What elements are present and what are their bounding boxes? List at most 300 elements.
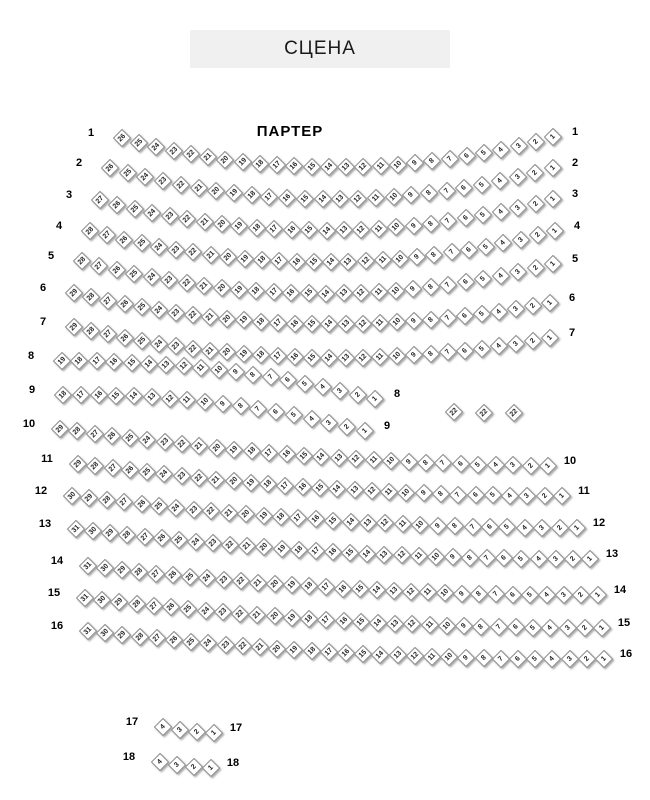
seat-row10-15[interactable]: 15 <box>295 446 313 464</box>
seat-row7-3[interactable]: 3 <box>507 335 525 353</box>
seat-row3-21[interactable]: 21 <box>195 213 213 231</box>
seat-row15-4[interactable]: 4 <box>541 619 559 637</box>
seat-row15-13[interactable]: 13 <box>386 614 404 632</box>
seat-row7-8[interactable]: 8 <box>422 345 440 363</box>
seat-row1-8[interactable]: 8 <box>423 152 441 170</box>
seat-row16-27[interactable]: 27 <box>148 629 166 647</box>
seat-row7-7[interactable]: 7 <box>439 343 457 361</box>
seat-row13-10[interactable]: 10 <box>427 548 445 566</box>
seat-row3-22[interactable]: 22 <box>178 210 196 228</box>
seat-row3-8[interactable]: 8 <box>422 214 440 232</box>
seat-row14-26[interactable]: 26 <box>164 566 182 584</box>
seat-row15-22[interactable]: 22 <box>231 605 249 623</box>
seat-row15-2[interactable]: 2 <box>576 619 594 637</box>
seat-row5-19[interactable]: 19 <box>230 280 248 298</box>
seat-row14-25[interactable]: 25 <box>181 568 199 586</box>
seat-row3-11[interactable]: 11 <box>370 220 388 238</box>
seat-row11-29[interactable]: 29 <box>69 455 87 473</box>
seat-row14-28[interactable]: 28 <box>130 563 148 581</box>
seat-row12-7[interactable]: 7 <box>463 517 481 535</box>
seat-row11-23[interactable]: 23 <box>173 467 191 485</box>
seat-row3-14[interactable]: 14 <box>317 221 335 239</box>
seat-row16-21[interactable]: 21 <box>251 638 269 656</box>
seat-row18-4[interactable]: 4 <box>151 753 169 771</box>
seat-row1-23[interactable]: 23 <box>165 141 183 159</box>
seat-row15-23[interactable]: 23 <box>214 603 232 621</box>
seat-row13-11[interactable]: 11 <box>409 547 427 565</box>
seat-row10-28[interactable]: 28 <box>68 422 86 440</box>
seat-row11-22[interactable]: 22 <box>190 469 208 487</box>
seat-row6-10[interactable]: 10 <box>388 313 406 331</box>
seat-row3-26[interactable]: 26 <box>108 195 126 213</box>
seat-row11-5[interactable]: 5 <box>484 486 502 504</box>
seat-row12-26[interactable]: 26 <box>132 495 150 513</box>
seat-row10-7[interactable]: 7 <box>434 454 452 472</box>
seat-row2-1[interactable]: 1 <box>544 159 562 177</box>
seat-row9-2[interactable]: 2 <box>338 417 356 435</box>
seat-row13-28[interactable]: 28 <box>118 526 136 544</box>
seat-row1-14[interactable]: 14 <box>320 158 338 176</box>
seat-row14-2[interactable]: 2 <box>572 586 590 604</box>
seat-row14-4[interactable]: 4 <box>538 586 556 604</box>
seat-row5-5[interactable]: 5 <box>474 270 492 288</box>
seat-row8-15[interactable]: 15 <box>122 353 140 371</box>
seat-row2-14[interactable]: 14 <box>313 190 331 208</box>
seat-row4-27[interactable]: 27 <box>98 226 116 244</box>
seat-row14-19[interactable]: 19 <box>283 576 301 594</box>
seat-row10-2[interactable]: 2 <box>521 457 539 475</box>
seat-row12-2[interactable]: 2 <box>550 519 568 537</box>
seat-row4-1[interactable]: 1 <box>546 222 564 240</box>
seat-row11-25[interactable]: 25 <box>138 463 156 481</box>
seat-row4-10[interactable]: 10 <box>391 249 409 267</box>
seat-row13-29[interactable]: 29 <box>101 524 119 542</box>
seat-row7-15[interactable]: 15 <box>303 348 321 366</box>
seat-row14-14[interactable]: 14 <box>368 581 386 599</box>
seat-row5-14[interactable]: 14 <box>317 284 335 302</box>
seat-row11-14[interactable]: 14 <box>328 480 346 498</box>
seat-row10-11[interactable]: 11 <box>365 451 383 469</box>
seat-row2-24[interactable]: 24 <box>136 168 154 186</box>
seat-row6-17[interactable]: 17 <box>269 314 287 332</box>
seat-row13-23[interactable]: 23 <box>204 534 222 552</box>
seat-row11-16[interactable]: 16 <box>294 478 312 496</box>
seat-row4-5[interactable]: 5 <box>477 237 495 255</box>
seat-row4-25[interactable]: 25 <box>132 234 150 252</box>
seat-row10-29[interactable]: 29 <box>51 420 69 438</box>
seat-row5-7[interactable]: 7 <box>439 276 457 294</box>
seat-row9-18[interactable]: 18 <box>54 386 72 404</box>
seat-row1-24[interactable]: 24 <box>147 138 165 156</box>
seat-row4-19[interactable]: 19 <box>236 249 254 267</box>
seat-row12-14[interactable]: 14 <box>341 512 359 530</box>
seat-row6-18[interactable]: 18 <box>252 313 270 331</box>
seat-row10-22[interactable]: 22 <box>173 435 191 453</box>
seat-row2-18[interactable]: 18 <box>243 186 261 204</box>
seat-row7-13[interactable]: 13 <box>337 349 355 367</box>
seat-row13-2[interactable]: 2 <box>564 550 582 568</box>
seat-row15-17[interactable]: 17 <box>317 611 335 629</box>
seat-row6-8[interactable]: 8 <box>422 311 440 329</box>
seat-row18-1[interactable]: 1 <box>202 759 220 777</box>
seat-row14-21[interactable]: 21 <box>249 574 267 592</box>
seat-row1-3[interactable]: 3 <box>509 137 527 155</box>
seat-row9-16[interactable]: 16 <box>89 386 107 404</box>
seat-row13-9[interactable]: 9 <box>444 548 462 566</box>
seat-row2-12[interactable]: 12 <box>349 189 367 207</box>
seat-row1-16[interactable]: 16 <box>285 157 303 175</box>
seat-row3-27[interactable]: 27 <box>91 191 109 209</box>
seat-row13-7[interactable]: 7 <box>478 549 496 567</box>
seat-row10-20[interactable]: 20 <box>208 439 226 457</box>
seat-row15-29[interactable]: 29 <box>110 593 128 611</box>
seat-row8-4[interactable]: 4 <box>314 378 332 396</box>
seat-row12-30[interactable]: 30 <box>63 487 81 505</box>
seat-row8-17[interactable]: 17 <box>88 352 106 370</box>
seat-extra-3[interactable]: 22 <box>505 404 523 422</box>
seat-row11-15[interactable]: 15 <box>311 479 329 497</box>
seat-row10-16[interactable]: 16 <box>277 445 295 463</box>
seat-row7-17[interactable]: 17 <box>269 347 287 365</box>
seat-row10-12[interactable]: 12 <box>347 450 365 468</box>
seat-row3-3[interactable]: 3 <box>509 199 527 217</box>
seat-row9-13[interactable]: 13 <box>143 388 161 406</box>
seat-row13-12[interactable]: 12 <box>392 546 410 564</box>
seat-row16-10[interactable]: 10 <box>440 648 458 666</box>
seat-row4-4[interactable]: 4 <box>494 234 512 252</box>
seat-row6-14[interactable]: 14 <box>320 315 338 333</box>
seat-row2-13[interactable]: 13 <box>331 190 349 208</box>
seat-row2-6[interactable]: 6 <box>455 179 473 197</box>
seat-row7-21[interactable]: 21 <box>201 341 219 359</box>
seat-row4-26[interactable]: 26 <box>115 230 133 248</box>
seat-row15-6[interactable]: 6 <box>507 618 525 636</box>
seat-row14-9[interactable]: 9 <box>453 584 471 602</box>
seat-row7-23[interactable]: 23 <box>167 337 185 355</box>
seat-row9-3[interactable]: 3 <box>320 413 338 431</box>
seat-row7-18[interactable]: 18 <box>252 346 270 364</box>
seat-row5-2[interactable]: 2 <box>526 259 544 277</box>
seat-row14-10[interactable]: 10 <box>436 584 454 602</box>
seat-row15-25[interactable]: 25 <box>179 600 197 618</box>
seat-row11-2[interactable]: 2 <box>536 487 554 505</box>
seat-row13-24[interactable]: 24 <box>187 533 205 551</box>
seat-row4-23[interactable]: 23 <box>167 241 185 259</box>
seat-row14-7[interactable]: 7 <box>487 585 505 603</box>
seat-row16-15[interactable]: 15 <box>354 645 372 663</box>
seat-row1-4[interactable]: 4 <box>492 141 510 159</box>
seat-row12-5[interactable]: 5 <box>498 518 516 536</box>
seat-row2-10[interactable]: 10 <box>384 187 402 205</box>
seat-row16-26[interactable]: 26 <box>165 631 183 649</box>
seat-row16-11[interactable]: 11 <box>423 648 441 666</box>
seat-row12-1[interactable]: 1 <box>568 519 586 537</box>
seat-row12-23[interactable]: 23 <box>185 500 203 518</box>
seat-row12-9[interactable]: 9 <box>428 516 446 534</box>
seat-row1-18[interactable]: 18 <box>251 155 269 173</box>
seat-row6-12[interactable]: 12 <box>354 315 372 333</box>
seat-row4-16[interactable]: 16 <box>287 252 305 270</box>
seat-row15-31[interactable]: 31 <box>76 589 94 607</box>
seat-row17-1[interactable]: 1 <box>205 724 223 742</box>
seat-row8-18[interactable]: 18 <box>70 352 88 370</box>
seat-row10-5[interactable]: 5 <box>469 455 487 473</box>
seat-row1-25[interactable]: 25 <box>130 133 148 151</box>
seat-row10-17[interactable]: 17 <box>260 443 278 461</box>
seat-row15-26[interactable]: 26 <box>162 598 180 616</box>
seat-row5-22[interactable]: 22 <box>177 274 195 292</box>
seat-row3-9[interactable]: 9 <box>404 217 422 235</box>
seat-row16-25[interactable]: 25 <box>182 633 200 651</box>
seat-row12-10[interactable]: 10 <box>411 516 429 534</box>
seat-row7-2[interactable]: 2 <box>524 332 542 350</box>
seat-row12-17[interactable]: 17 <box>289 509 307 527</box>
seat-row3-15[interactable]: 15 <box>300 221 318 239</box>
seat-row10-26[interactable]: 26 <box>103 427 121 445</box>
seat-row16-31[interactable]: 31 <box>79 622 97 640</box>
seat-row4-22[interactable]: 22 <box>184 243 202 261</box>
seat-row7-22[interactable]: 22 <box>184 339 202 357</box>
seat-row1-26[interactable]: 26 <box>113 129 131 147</box>
seat-row5-20[interactable]: 20 <box>212 279 230 297</box>
seat-row6-6[interactable]: 6 <box>456 307 474 325</box>
seat-row12-22[interactable]: 22 <box>202 502 220 520</box>
seat-row4-14[interactable]: 14 <box>322 253 340 271</box>
seat-row14-29[interactable]: 29 <box>113 561 131 579</box>
seat-row7-28[interactable]: 28 <box>82 322 100 340</box>
seat-row13-31[interactable]: 31 <box>67 520 85 538</box>
seat-row14-22[interactable]: 22 <box>232 572 250 590</box>
seat-row12-8[interactable]: 8 <box>446 517 464 535</box>
seat-row8-9[interactable]: 9 <box>227 363 245 381</box>
seat-row10-1[interactable]: 1 <box>539 457 557 475</box>
seat-extra-1[interactable]: 22 <box>445 403 463 421</box>
seat-row12-25[interactable]: 25 <box>150 497 168 515</box>
seat-row11-3[interactable]: 3 <box>518 487 536 505</box>
seat-row5-3[interactable]: 3 <box>509 263 527 281</box>
seat-row11-13[interactable]: 13 <box>345 481 363 499</box>
seat-row10-25[interactable]: 25 <box>121 429 139 447</box>
seat-row3-19[interactable]: 19 <box>230 217 248 235</box>
seat-row16-2[interactable]: 2 <box>578 650 596 668</box>
seat-row3-13[interactable]: 13 <box>335 221 353 239</box>
seat-row10-23[interactable]: 23 <box>155 433 173 451</box>
seat-row9-8[interactable]: 8 <box>231 397 249 415</box>
seat-row15-28[interactable]: 28 <box>127 595 145 613</box>
seat-row14-27[interactable]: 27 <box>147 564 165 582</box>
seat-row13-27[interactable]: 27 <box>135 527 153 545</box>
seat-row7-5[interactable]: 5 <box>473 339 491 357</box>
seat-row14-18[interactable]: 18 <box>300 577 318 595</box>
seat-row5-16[interactable]: 16 <box>282 284 300 302</box>
seat-row16-29[interactable]: 29 <box>113 626 131 644</box>
seat-row9-5[interactable]: 5 <box>285 406 303 424</box>
seat-row13-22[interactable]: 22 <box>221 536 239 554</box>
seat-row7-10[interactable]: 10 <box>388 347 406 365</box>
seat-row15-16[interactable]: 16 <box>334 612 352 630</box>
seat-row15-10[interactable]: 10 <box>438 617 456 635</box>
seat-row14-31[interactable]: 31 <box>79 557 97 575</box>
seat-row17-2[interactable]: 2 <box>188 723 206 741</box>
seat-row9-6[interactable]: 6 <box>267 403 285 421</box>
seat-row15-8[interactable]: 8 <box>472 618 490 636</box>
seat-row8-1[interactable]: 1 <box>366 390 384 408</box>
seat-row6-16[interactable]: 16 <box>286 314 304 332</box>
seat-row9-10[interactable]: 10 <box>196 393 214 411</box>
seat-row12-28[interactable]: 28 <box>98 491 116 509</box>
seat-row2-2[interactable]: 2 <box>526 164 544 182</box>
seat-row11-28[interactable]: 28 <box>86 457 104 475</box>
seat-row14-8[interactable]: 8 <box>470 585 488 603</box>
seat-row16-12[interactable]: 12 <box>406 647 424 665</box>
seat-row13-4[interactable]: 4 <box>529 550 547 568</box>
seat-row2-11[interactable]: 11 <box>367 189 385 207</box>
seat-row4-13[interactable]: 13 <box>339 252 357 270</box>
seat-row1-9[interactable]: 9 <box>406 154 424 172</box>
seat-row7-26[interactable]: 26 <box>116 329 134 347</box>
seat-row5-21[interactable]: 21 <box>195 276 213 294</box>
seat-row2-23[interactable]: 23 <box>154 172 172 190</box>
seat-row7-6[interactable]: 6 <box>456 342 474 360</box>
seat-row13-26[interactable]: 26 <box>152 529 170 547</box>
seat-row4-11[interactable]: 11 <box>374 251 392 269</box>
seat-row12-27[interactable]: 27 <box>115 493 133 511</box>
seat-row2-21[interactable]: 21 <box>189 179 207 197</box>
seat-row12-20[interactable]: 20 <box>237 505 255 523</box>
seat-row8-14[interactable]: 14 <box>140 354 158 372</box>
seat-row10-27[interactable]: 27 <box>86 425 104 443</box>
seat-row1-21[interactable]: 21 <box>199 148 217 166</box>
seat-row8-12[interactable]: 12 <box>175 357 193 375</box>
seat-row8-11[interactable]: 11 <box>192 359 210 377</box>
seat-row7-24[interactable]: 24 <box>150 334 168 352</box>
seat-row4-20[interactable]: 20 <box>219 248 237 266</box>
seat-row14-11[interactable]: 11 <box>419 583 437 601</box>
seat-row6-13[interactable]: 13 <box>337 315 355 333</box>
seat-row8-19[interactable]: 19 <box>53 352 71 370</box>
seat-row12-18[interactable]: 18 <box>272 508 290 526</box>
seat-row5-6[interactable]: 6 <box>457 273 475 291</box>
seat-row15-11[interactable]: 11 <box>420 616 438 634</box>
seat-row16-4[interactable]: 4 <box>543 650 561 668</box>
seat-row14-6[interactable]: 6 <box>504 585 522 603</box>
seat-row7-1[interactable]: 1 <box>541 329 559 347</box>
seat-row4-21[interactable]: 21 <box>201 246 219 264</box>
seat-row1-15[interactable]: 15 <box>302 158 320 176</box>
seat-row4-17[interactable]: 17 <box>270 252 288 270</box>
seat-row14-16[interactable]: 16 <box>334 579 352 597</box>
seat-row3-23[interactable]: 23 <box>160 207 178 225</box>
seat-row7-29[interactable]: 29 <box>65 318 83 336</box>
seat-row6-15[interactable]: 15 <box>303 315 321 333</box>
seat-row5-13[interactable]: 13 <box>334 284 352 302</box>
seat-row13-1[interactable]: 1 <box>581 550 599 568</box>
seat-row15-27[interactable]: 27 <box>145 596 163 614</box>
seat-row16-19[interactable]: 19 <box>285 641 303 659</box>
seat-row5-4[interactable]: 4 <box>491 267 509 285</box>
seat-row12-24[interactable]: 24 <box>167 499 185 517</box>
seat-row5-11[interactable]: 11 <box>369 283 387 301</box>
seat-row3-4[interactable]: 4 <box>492 203 510 221</box>
seat-row15-9[interactable]: 9 <box>455 617 473 635</box>
seat-row16-1[interactable]: 1 <box>595 650 613 668</box>
seat-row8-5[interactable]: 5 <box>296 374 314 392</box>
seat-row7-4[interactable]: 4 <box>490 337 508 355</box>
seat-row4-9[interactable]: 9 <box>408 248 426 266</box>
seat-row4-12[interactable]: 12 <box>356 252 374 270</box>
seat-row4-28[interactable]: 28 <box>81 222 99 240</box>
seat-row1-11[interactable]: 11 <box>371 157 389 175</box>
seat-row1-2[interactable]: 2 <box>527 132 545 150</box>
seat-row1-22[interactable]: 22 <box>182 145 200 163</box>
seat-row1-1[interactable]: 1 <box>544 128 562 146</box>
seat-row3-17[interactable]: 17 <box>265 220 283 238</box>
seat-row14-30[interactable]: 30 <box>96 559 114 577</box>
seat-row2-4[interactable]: 4 <box>491 172 509 190</box>
seat-row16-24[interactable]: 24 <box>199 634 217 652</box>
seat-row9-7[interactable]: 7 <box>249 400 267 418</box>
seat-row5-18[interactable]: 18 <box>247 282 265 300</box>
seat-row15-15[interactable]: 15 <box>352 613 370 631</box>
seat-row14-24[interactable]: 24 <box>198 569 216 587</box>
seat-row6-22[interactable]: 22 <box>184 306 202 324</box>
seat-row12-13[interactable]: 13 <box>359 513 377 531</box>
seat-row11-8[interactable]: 8 <box>432 485 450 503</box>
seat-row6-23[interactable]: 23 <box>167 303 185 321</box>
seat-row9-9[interactable]: 9 <box>214 395 232 413</box>
seat-row3-5[interactable]: 5 <box>474 206 492 224</box>
seat-row11-18[interactable]: 18 <box>259 475 277 493</box>
seat-row11-20[interactable]: 20 <box>224 472 242 490</box>
seat-row16-28[interactable]: 28 <box>130 627 148 645</box>
seat-row5-25[interactable]: 25 <box>125 264 143 282</box>
seat-row6-11[interactable]: 11 <box>371 314 389 332</box>
seat-row8-7[interactable]: 7 <box>261 368 279 386</box>
seat-row5-15[interactable]: 15 <box>300 284 318 302</box>
seat-row11-19[interactable]: 19 <box>242 474 260 492</box>
seat-row17-3[interactable]: 3 <box>171 721 189 739</box>
seat-row3-16[interactable]: 16 <box>282 221 300 239</box>
seat-row13-14[interactable]: 14 <box>358 545 376 563</box>
seat-row16-5[interactable]: 5 <box>526 650 544 668</box>
seat-row15-18[interactable]: 18 <box>300 610 318 628</box>
seat-row1-13[interactable]: 13 <box>337 158 355 176</box>
seat-row7-14[interactable]: 14 <box>320 349 338 367</box>
seat-row4-2[interactable]: 2 <box>529 226 547 244</box>
seat-row11-27[interactable]: 27 <box>103 459 121 477</box>
seat-row13-17[interactable]: 17 <box>307 542 325 560</box>
seat-row15-1[interactable]: 1 <box>593 619 611 637</box>
seat-row2-8[interactable]: 8 <box>420 184 438 202</box>
seat-row13-3[interactable]: 3 <box>547 550 565 568</box>
seat-row10-9[interactable]: 9 <box>399 453 417 471</box>
seat-row16-20[interactable]: 20 <box>268 639 286 657</box>
seat-row1-17[interactable]: 17 <box>268 156 286 174</box>
seat-row12-16[interactable]: 16 <box>307 510 325 528</box>
seat-row8-2[interactable]: 2 <box>348 386 366 404</box>
seat-row10-8[interactable]: 8 <box>417 454 435 472</box>
seat-row12-19[interactable]: 19 <box>254 506 272 524</box>
seat-row2-26[interactable]: 26 <box>101 159 119 177</box>
seat-row6-27[interactable]: 27 <box>99 291 117 309</box>
seat-row8-13[interactable]: 13 <box>157 356 175 374</box>
seat-row15-14[interactable]: 14 <box>369 614 387 632</box>
seat-row6-20[interactable]: 20 <box>218 310 236 328</box>
seat-row3-20[interactable]: 20 <box>213 215 231 233</box>
seat-row7-12[interactable]: 12 <box>354 348 372 366</box>
seat-row6-9[interactable]: 9 <box>405 312 423 330</box>
seat-row11-9[interactable]: 9 <box>415 484 433 502</box>
